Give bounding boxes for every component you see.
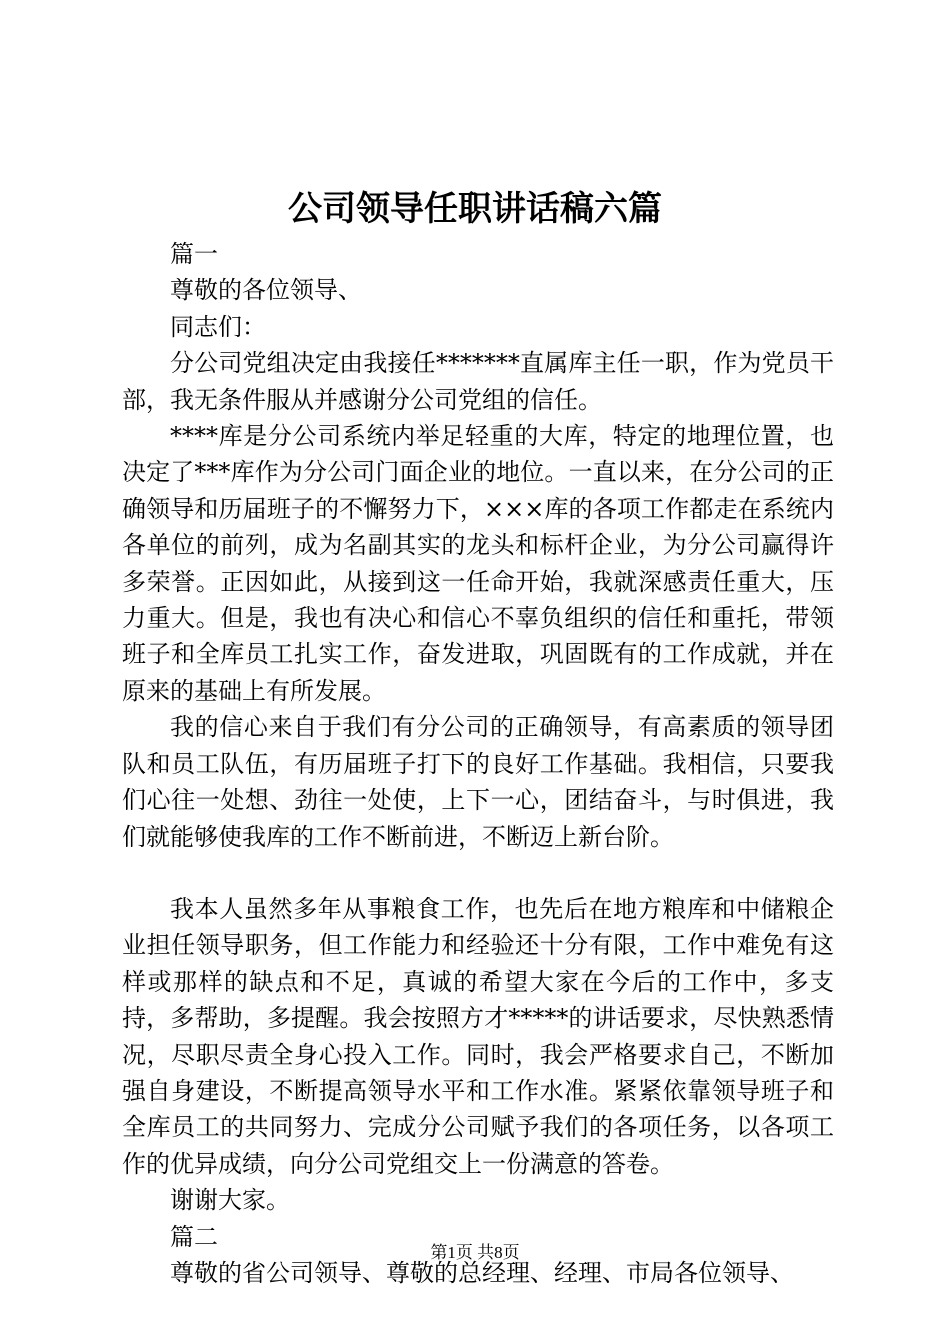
page-footer: 第1页 共8页 <box>430 1243 520 1262</box>
document-title: 公司领导任职讲话稿六篇 <box>288 189 662 229</box>
paragraph: ****库是分公司系统内举足轻重的大库，特定的地理位置，也决定了***库作为分公司门面企业的地位。一直以来，在分公司的正确领导和历届班子的不懈努力下，×××库的各项工作都走在系统内各单位的前列，成为名副其实的龙头和标杆企业，为分公司赢得许多荣誉。正因如此，从接到这一任命开始，我就深感责任重大，压力重大。但是，我也有决心和信心不辜负组织的信任和重托，带领班子和全库员工扎实工作，奋发进取，巩固既有的工作成就，并在原来的基础上有所发展。 <box>122 422 834 705</box>
paragraph: 分公司党组决定由我接任*******直属库主任一职，作为党员干部，我无条件服从并感谢分公司党组的信任。 <box>122 349 834 414</box>
salutation-line-3: 尊敬的省公司领导、尊敬的总经理、经理、市局各位领导、 <box>170 1258 794 1287</box>
closing-line: 谢谢大家。 <box>170 1186 290 1215</box>
paragraph: 我的信心来自于我们有分公司的正确领导，有高素质的领导团队和员工队伍，有历届班子打下的良好工作基础。我相信，只要我们心往一处想、劲往一处使，上下一心，团结奋斗，与时俱进，我们就能够使我库的工作不断前进，不断迈上新台阶。 <box>122 713 834 851</box>
salutation-line-2: 同志们： <box>170 312 266 341</box>
paragraph-spacer <box>122 855 834 891</box>
document-body <box>122 236 834 1291</box>
section-heading-2: 篇二 <box>170 1222 218 1251</box>
salutation-line-1: 尊敬的各位领导、 <box>170 276 362 305</box>
section-heading-1: 篇一 <box>170 240 218 268</box>
paragraph: 我本人虽然多年从事粮食工作，也先后在地方粮库和中储粮企业担任领导职务，但工作能力和经验还十分有限，工作中难免有这样或那样的缺点和不足，真诚的希望大家在今后的工作中，多支持，多帮助，多提醒。我会按照方才*****的讲话要求，尽快熟悉情况，尽职尽责全身心投入工作。同时，我会严格要求自己，不断加强自身建设，不断提高领导水平和工作水准。紧紧依靠领导班子和全库员工的共同努力、完成分公司赋予我们的各项任务，以各项工作的优异成绩，向分公司党组交上一份满意的答卷。 <box>122 894 834 1178</box>
